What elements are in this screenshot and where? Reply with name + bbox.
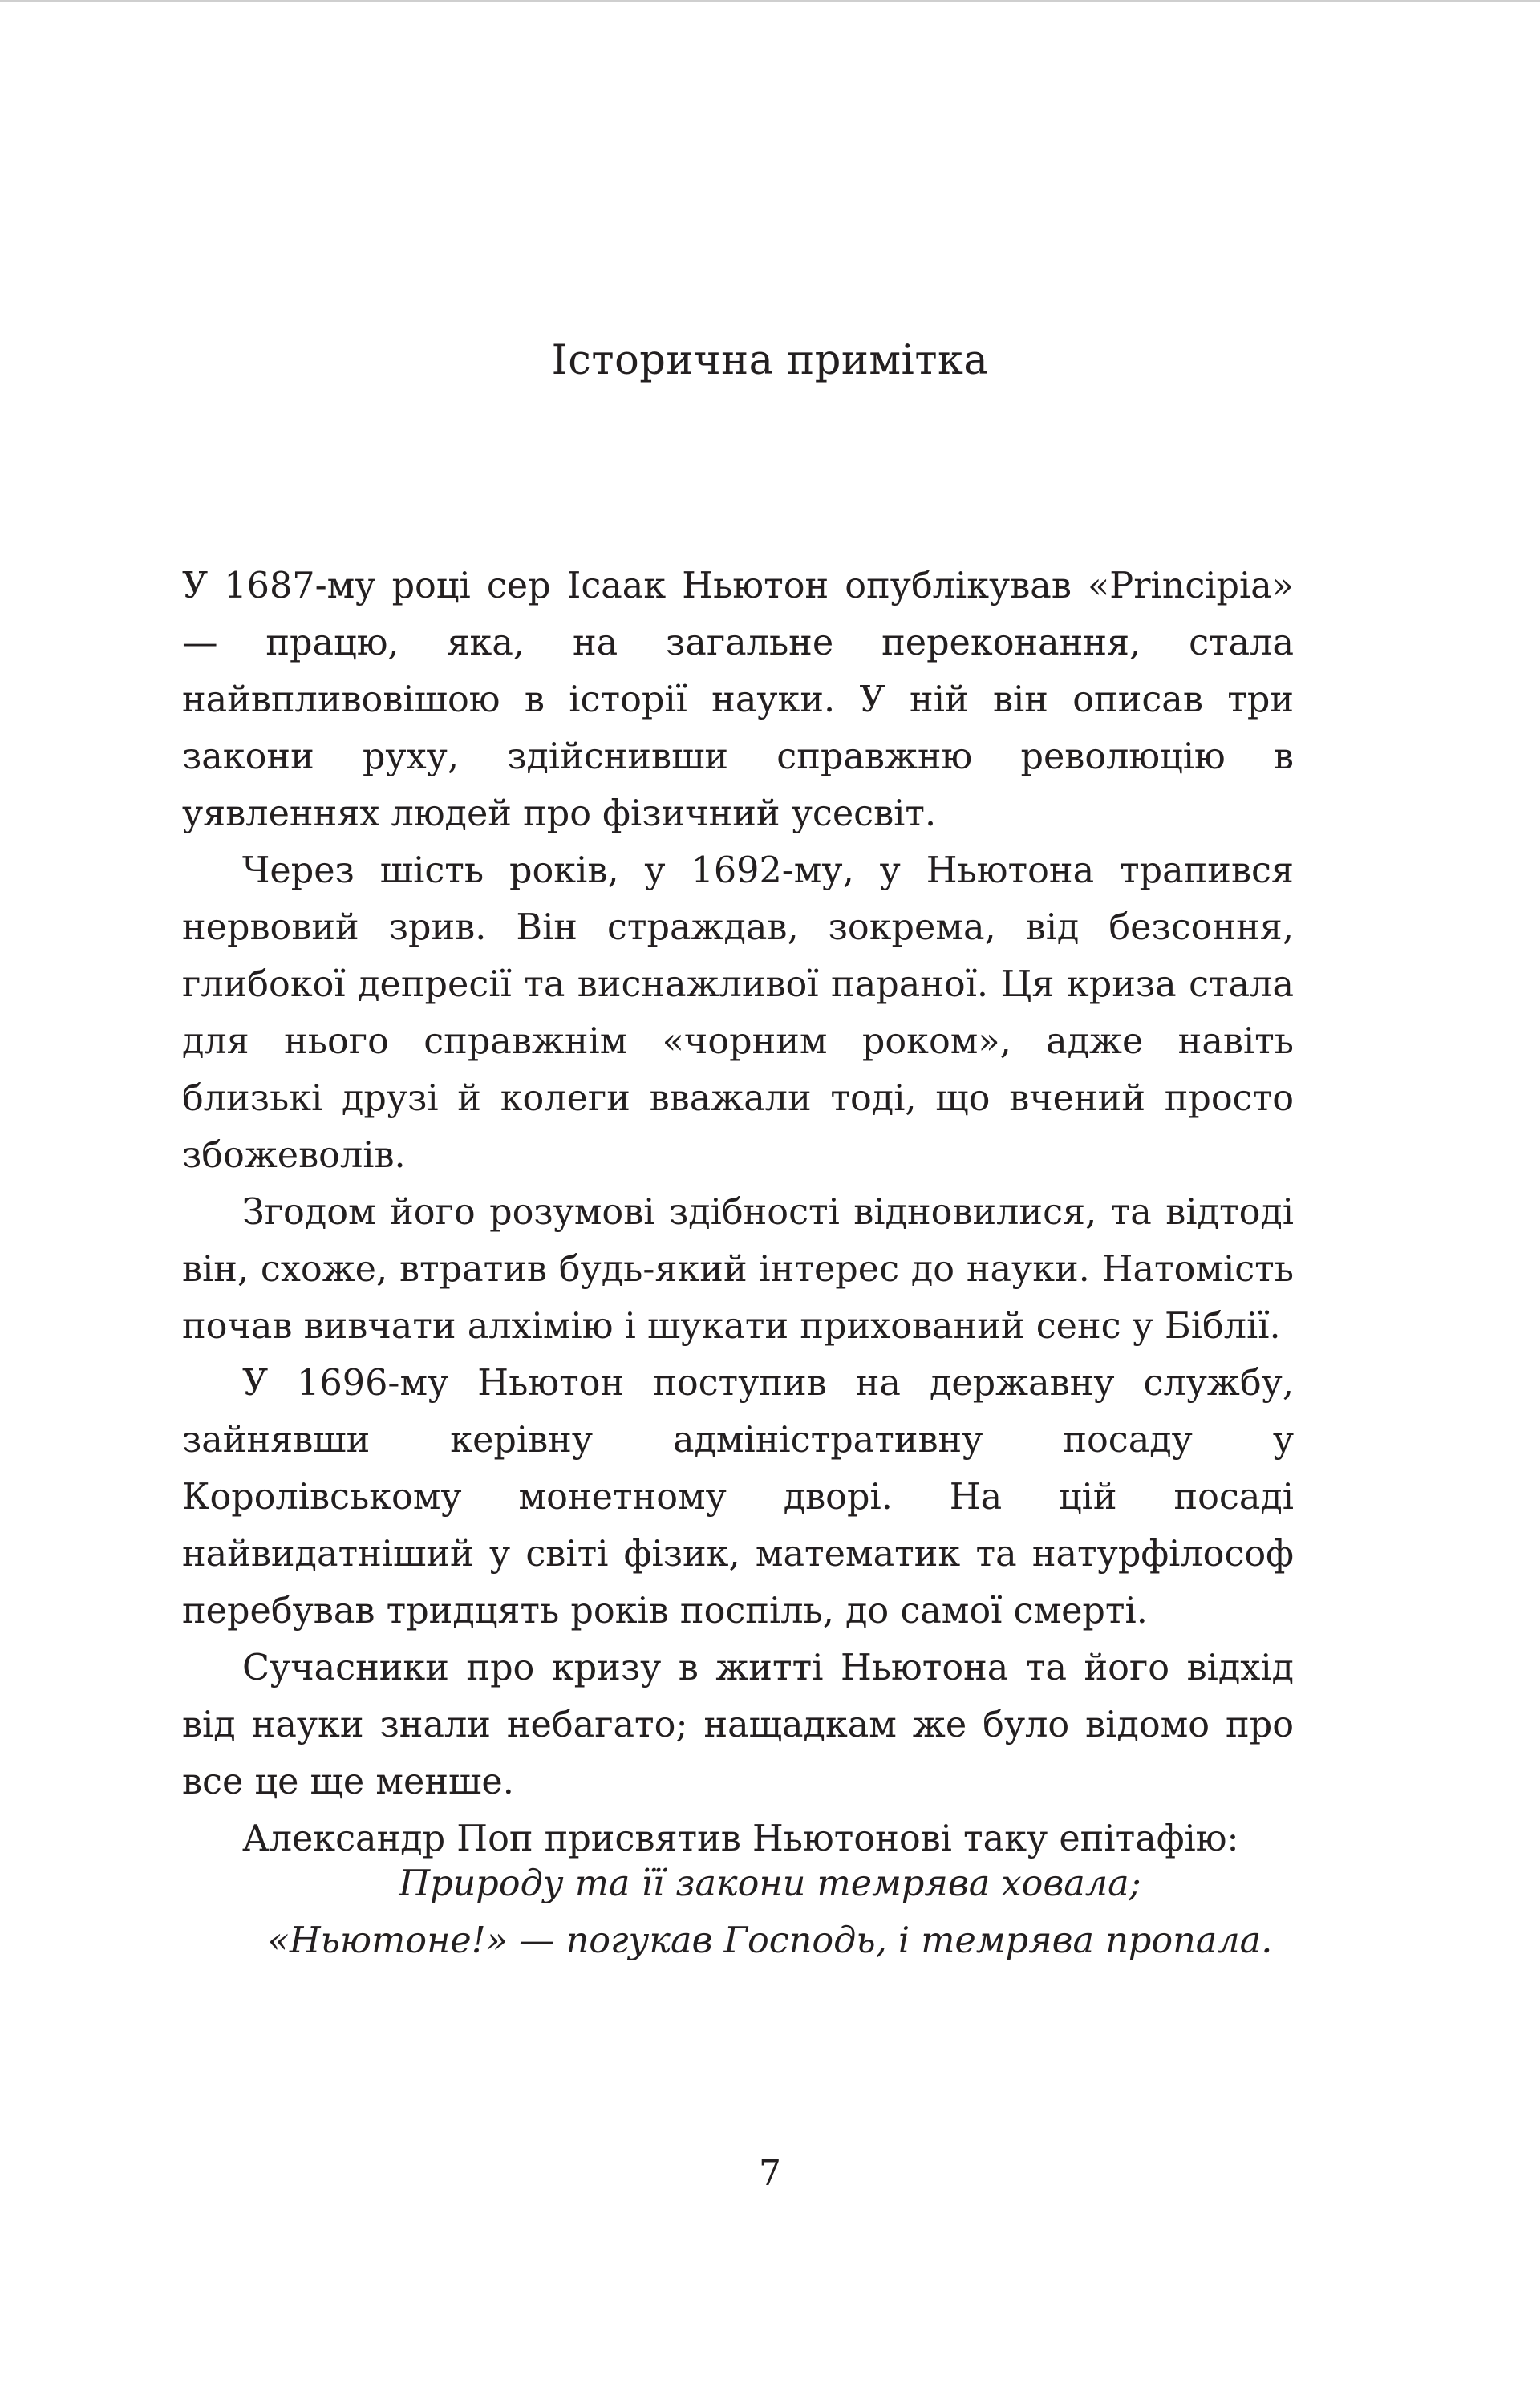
paragraph-2: Через шість років, у 1692-му, у Ньютона трапився нервовий зрив. Він страждав, зокрема, від безсоння, глибокої депресії та виснажливої параної. Ця криза стала для нього справжнім «чорним роком», адже навіть близькі друзі й колеги вважали тоді, що вчений просто збожеволів. bbox=[182, 850, 1294, 1176]
paragraph-4: У 1696-му Ньютон поступив на державну службу, зайнявши керівну адміністративну посаду у Королівському монетному дворі. На цій посаді найвидатніший у світі фізик, математик та натурфілософ перебував тридцять років поспіль, до самої смерті. bbox=[182, 1363, 1294, 1632]
epitaph-line-1: Природу та її закони темрява ховала; bbox=[399, 1863, 1141, 1904]
paragraph-6: Александр Поп присвятив Ньютонові таку епітафію: bbox=[242, 1818, 1239, 1859]
page-title: Історична примітка bbox=[551, 337, 989, 384]
page-number: 7 bbox=[759, 2153, 781, 2194]
paragraph-3: Згодом його розумові здібності відновилися, та відтоді він, схоже, втратив будь-який інтерес до науки. Натомість почав вивчати алхімію і шукати прихований сенс у Біблії. bbox=[182, 1192, 1294, 1347]
paragraph-5: Сучасники про кризу в житті Ньютона та його відхід від науки знали небагато; нащадкам же було відомо про все це ще менше. bbox=[182, 1648, 1294, 1802]
epitaph-verse bbox=[0, 1855, 1540, 1969]
paragraph-1: У 1687-му році сер Ісаак Ньютон опублікував «Principia» — працю, яка, на загальне переконання, стала найвпливовішою в історії науки. У ній він описав три закони руху, здійснивши справжню революцію в уявленнях людей про фізичний усесвіт. bbox=[182, 566, 1294, 834]
epitaph-line-2: «Ньютоне!» — погукав Господь, і темрява пропала. bbox=[267, 1920, 1273, 1961]
body-text bbox=[182, 557, 1294, 1867]
top-border-line bbox=[0, 0, 1540, 2]
